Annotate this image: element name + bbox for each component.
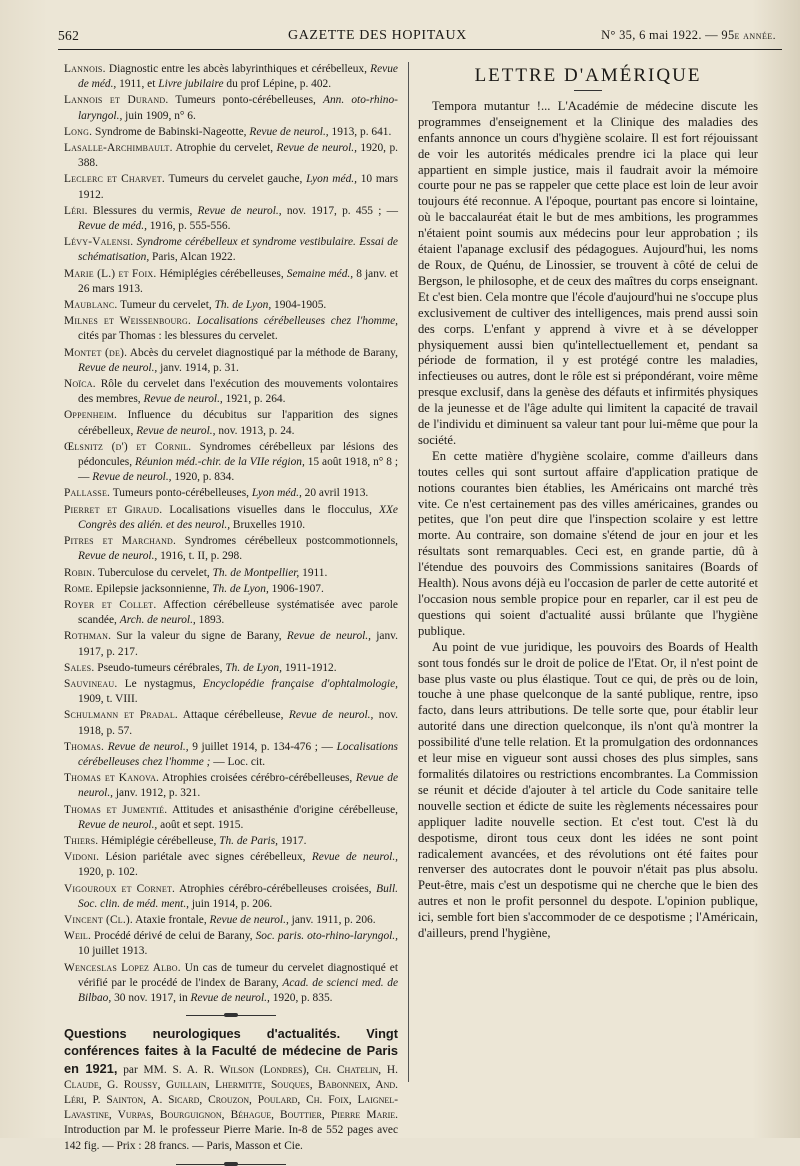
- reference-source: Réunion méd.-chir. de la VIIe région,: [135, 456, 308, 469]
- reference-source-2: Livre jubilaire: [158, 78, 224, 91]
- reference-title: Syndrome de Babinski-Nageotte,: [92, 125, 250, 138]
- reference-authors: Lévy-Valensi.: [64, 236, 134, 249]
- reference-item: [64, 566, 398, 581]
- reference-details: 1904-1905.: [274, 299, 327, 312]
- reference-source: Revue de neurol.,: [136, 424, 219, 437]
- reference-title: Lésion pariétale avec signes cérébelleux,: [99, 851, 312, 864]
- reference-title: Le nystagmus,: [117, 677, 203, 690]
- article-paragraph-2: En cette matière d'hygiène scolaire, comme d'ailleurs dans toutes celles qui sont surtout affaire d'application pratique de notions courantes bien établies, les Américains ont marché très vite. Ce n'est certainement pas des villes américaines, grandes ou petites, que l'on peut dire que l'inspection scolaire y est lettre morte. Au contraire, son domaine s'étend de jour en jour et les résultats sont remarquables. Ceci est, en grande partie, dû à l'étendue des pouvoirs des Commissions sanitaires (Boards of Health). Nous avons déjà eu l'occasion de parler de cette autorité et l'occasion nous semble propice pour en reparler, car il est peu de questions qui soient d'actualité aussi brûlante que l'hygiène publique.: [418, 448, 758, 638]
- reference-authors: Maublanc.: [64, 299, 118, 312]
- article-title: LETTRE D'AMÉRIQUE: [474, 65, 702, 86]
- reference-item: [64, 141, 398, 171]
- reference-item: [64, 803, 398, 833]
- reference-title: Hémiplégies cérébelleuses,: [156, 267, 287, 280]
- reference-item: [64, 440, 398, 486]
- reference-source: Th. de Lyon,: [214, 299, 275, 312]
- reference-details-2: 1920, p. 835.: [272, 991, 333, 1004]
- reference-source: Revue de neurol.,: [78, 772, 398, 800]
- reference-details: 30 nov. 1917, in: [114, 991, 191, 1004]
- reference-title: Epilepsie jacksonnienne,: [93, 582, 213, 595]
- reference-source: Revue de neurol.,: [143, 393, 226, 406]
- book-authors-intro: par MM.: [117, 1063, 173, 1076]
- page-header: [58, 28, 776, 50]
- reference-item: [64, 486, 398, 501]
- reference-title: Tuberculose du cervelet,: [95, 566, 213, 579]
- reference-source: Revue de neurol.,: [288, 709, 379, 722]
- reference-authors: Lasalle-Archimbault.: [64, 142, 173, 155]
- reference-source: Soc. paris. oto-rhino-laryngol.,: [255, 930, 399, 943]
- reference-details: 1920, p. 102.: [78, 866, 138, 879]
- reference-item: [64, 834, 398, 849]
- reference-details: août et sept. 1915.: [160, 818, 244, 831]
- reference-title: Hémiplégie cérébelleuse,: [98, 834, 220, 847]
- reference-details: 1920, p. 388.: [78, 142, 398, 170]
- reference-authors: Leclerc et Charvet.: [64, 173, 165, 186]
- reference-source: Lyon méd.,: [306, 173, 361, 186]
- reference-source: Th. de Paris,: [219, 834, 281, 847]
- reference-authors: Sauvineau.: [64, 677, 118, 690]
- reference-item: [64, 629, 398, 659]
- reference-authors: Wenceslas Lopez Albo.: [64, 961, 181, 974]
- reference-details: 1893.: [198, 614, 225, 627]
- reference-details: 1921, p. 264.: [225, 393, 286, 406]
- reference-source: XXe Congrès des alién. et des neurol.,: [78, 503, 398, 531]
- reference-title: Attaque cérébelleuse,: [177, 709, 289, 722]
- journal-title: GAZETTE DES HOPITAUX: [288, 28, 467, 43]
- reference-title: Atrophies croisées cérébro-cérébelleuses,: [159, 772, 356, 785]
- reference-title: Pseudo-tumeurs cérébrales,: [94, 661, 226, 674]
- reference-item: [64, 534, 398, 564]
- reference-source: Th. de Lyon,: [212, 582, 272, 595]
- reference-title: Atrophies cérébro-cérébelleuses croisées,: [175, 882, 377, 895]
- reference-title: Tumeurs ponto-cérébelleuses,: [168, 94, 324, 107]
- reference-title: Procédé dérivé de celui de Barany,: [91, 930, 256, 943]
- reference-authors: Lannois et Durand.: [64, 94, 169, 107]
- title-rule: [574, 90, 602, 91]
- reference-details: 1909, t. VIII.: [78, 693, 138, 706]
- reference-authors: Thomas et Kanova.: [64, 772, 160, 785]
- reference-details: 1911-1912.: [284, 661, 337, 674]
- reference-source: Acad. de scienci med. de Bilbao,: [78, 976, 399, 1004]
- reference-authors: Noïca.: [64, 378, 96, 391]
- article-paragraph-1: Tempora mutantur !... L'Académie de médecine discute les programmes d'enseignement et la Clinique des maladies des enfants annonce un cours d'hygiène scolaire. Il est fort réjouissant de voir les autorités médicales prendre ici la place qui leur appartient en simple justice, mais il faudrait avoir la mémoire courte pour ne pas se rappeler que cette place est loin de leur avoir toujours été reconnue. A l'époque, pourtant pas encore si lointaine, où le baccalauréat était le but de mes ambitions, les programmes n'étaient point soumis aux médecins pour leur approbation ; ils étaient l'apanage exclusif des pédagogues. Aujourd'hui, les noms de Roux, de Quénu, de Linossier, se trouvent à côté de celui de Bergson, le philosophe, et de ceux des maîtres du corps enseignant. Et c'est bien. Cela montre que l'école d'aujourd'hui ne s'occupe plus exclusivement de cultiver des intelligences, mais prend aussi soin des corps. L'enfant y apprend à vivre et à se développer physiquement aussi bien qu'intellectuellement et, pendant sa période de formation, il y est protégé contre les maladies, infectieuses ou autres, dont le rôle est si prépondérant, voire même presque exclusif, dans la genèse des défauts et infirmités physiques de la jeunesse et de l'âge adulte qui limitent la capacité de travail de l'individu et diminuent sa valeur tant pour lui-même que pour la société.: [418, 98, 758, 447]
- reference-title: Tumeurs du cervelet gauche,: [164, 173, 307, 186]
- header-rule: [58, 49, 782, 50]
- reference-item: [64, 298, 398, 313]
- reference-authors: Pitres et Marchand.: [64, 535, 177, 548]
- book-notice: [64, 1026, 398, 1154]
- reference-details-2: du prof Lépine, p. 402.: [223, 78, 332, 91]
- reference-source: Bull. Soc. clin. de méd. ment.,: [78, 882, 398, 910]
- reference-details: nov. 1917, p. 455 ; —: [286, 204, 398, 217]
- reference-details: 9 juillet 1914, p. 134-476 ; —: [192, 740, 337, 753]
- reference-authors: Sales.: [64, 661, 95, 674]
- reference-details: 8 janv. et 26 mars 1913.: [78, 267, 398, 295]
- reference-authors: Vincent (Cl.).: [64, 913, 133, 926]
- reference-details: janv. 1911, p. 206.: [291, 913, 376, 926]
- reference-item: [64, 882, 398, 912]
- end-separator: [176, 1164, 286, 1165]
- reference-title: Attitudes et anisasthénie d'origine cérébelleuse,: [167, 803, 398, 816]
- reference-details: 1917.: [280, 834, 307, 847]
- reference-source: Revue de neurol.,: [276, 142, 361, 155]
- reference-authors: Thomas et Jumentié.: [64, 803, 168, 816]
- reference-title: Influence du décubitus sur l'apparition des signes cérébelleux,: [78, 409, 398, 437]
- reference-details: janv. 1914, p. 31.: [160, 361, 239, 374]
- reference-authors: Pierret et Giraud.: [64, 503, 163, 516]
- book-details: Introduction par M. le professeur Pierre Marie. In-8 de 552 pages avec 142 fig. — Prix : 28 francs. — Paris, Masson et Cie.: [64, 1124, 398, 1152]
- reference-item: [64, 172, 398, 202]
- reference-source: Revue de neurol.,: [311, 851, 399, 864]
- article-column: [418, 65, 758, 942]
- reference-title: Un cas de tumeur du cervelet diagnostiqué et vérifié par le procédé de l'index de Barany,: [78, 961, 399, 989]
- reference-authors: Léri.: [64, 204, 88, 217]
- reference-source: Revue de méd.,: [78, 63, 398, 91]
- reference-item: [64, 661, 398, 676]
- reference-source: Ann. oto-rhino-laryngol.,: [78, 94, 398, 122]
- reference-item: [64, 961, 398, 1007]
- reference-authors: Weil.: [64, 930, 92, 943]
- issue-number: N° 35, 6 mai 1922. — 95: [601, 28, 735, 42]
- reference-title: Tumeurs ponto-cérébelleuses,: [110, 487, 252, 500]
- reference-authors: Montet (de).: [64, 346, 128, 359]
- reference-source-2: Revue de neurol.,: [190, 991, 273, 1004]
- reference-source: Revue de neurol.,: [78, 550, 161, 563]
- reference-source-2: Revue de neurol.,: [92, 471, 175, 484]
- section-separator: [186, 1015, 276, 1016]
- reference-details-2: 1920, p. 834.: [174, 471, 235, 484]
- reference-source: Arch. de neurol.,: [119, 614, 199, 627]
- reference-item: [64, 582, 398, 597]
- reference-details: 20 avril 1913.: [304, 487, 369, 500]
- reference-authors: Oppenheim.: [64, 409, 118, 422]
- reference-source: Syndrome cérébelleux et syndrome vestibulaire. Essai de schématisation,: [78, 236, 398, 264]
- reference-details: janv. 1912, p. 321.: [115, 787, 201, 800]
- reference-title: Tumeur du cervelet,: [117, 299, 215, 312]
- reference-details: 10 mars 1912.: [78, 173, 398, 201]
- reference-item: [64, 408, 398, 438]
- bibliography-column: [64, 62, 398, 1165]
- column-divider: [408, 62, 409, 1082]
- reference-item: [64, 93, 398, 123]
- reference-item: [64, 771, 398, 801]
- reference-item: [64, 267, 398, 297]
- reference-authors: Œlsnitz (d') et Cornil.: [64, 440, 192, 453]
- reference-item: [64, 708, 398, 738]
- reference-source-2: Localisations cérébelleuses chez l'homme ;: [78, 740, 398, 768]
- reference-item: [64, 850, 398, 880]
- reference-item: [64, 235, 398, 265]
- book-title: Questions neurologiques d'actualités. Vingt conférences faites à la Faculté de médecine de Paris en 1921,: [64, 1026, 398, 1076]
- reference-title: Syndromes cérébelleux par lésions des pédoncules,: [78, 440, 398, 469]
- article-paragraph-3: Au point de vue juridique, les pouvoirs des Boards of Health sont tous fondés sur le droit de police de l'Etat. Or, il n'est point de base plus vaste ou plus élastique. Tout ce qui, de près ou de loin, touche à une phase quelconque de la santé publique, rentre, ipso facto, dans leurs attributions. De telle sorte que, pour établir leur autorité dans une direction quelconque, ils n'ont qu'à montrer la possibilité d'une telle relation. Et la promulgation des ordonnances et leur mise en vigueur sont aussi choses des plus simples, sans formalités dilatoires ou restrictions encombrantes. La Commission se réunit et décide d'ajouter à tel article du Code sanitaire telle nouvelle section et édicte de suite les règlements nécessaires pour appliquer ladite nouvelle section. Et c'est tout. C'est là du despotisme, diront tous ceux dont les idées ne sont point radicalement avancées, et des révolutions ont été faites pour renverser des autocrates dont le pouvoir n'était pas plus absolu. Peut-être, mais c'est un despotisme qui ne cherche que le bien des autres et non le profit personnel du despote. L'opinion publique, ici, semble fort bien s'accommoder de ce despotisme ; l'Américain, d'ailleurs, prend l'hygiène,: [418, 639, 758, 941]
- reference-details-2: 1916, p. 555-556.: [149, 220, 231, 233]
- page-number: 562: [58, 28, 80, 43]
- reference-title: Localisations visuelles dans le flocculus,: [162, 503, 380, 516]
- reference-list: [64, 62, 398, 1006]
- reference-item: [64, 204, 398, 234]
- reference-title: Atrophie du cervelet,: [172, 142, 277, 155]
- reference-source: Revue de neurol.,: [249, 125, 332, 138]
- reference-source-2: Revue de méd.,: [78, 220, 150, 233]
- reference-item: [64, 677, 398, 707]
- reference-details: janv. 1917, p. 217.: [78, 630, 398, 658]
- reference-details: cités par Thomas : les blessures du cervelet.: [78, 330, 278, 343]
- reference-title: Affection cérébelleuse systématisée avec parole scandée,: [78, 598, 398, 627]
- reference-title: Sur la valeur du signe de Barany,: [111, 630, 287, 643]
- reference-title: Ataxie frontale,: [132, 913, 210, 926]
- reference-source: Revue de neurol.,: [209, 913, 292, 926]
- reference-authors: Milnes et Weissenbourg.: [64, 315, 192, 328]
- reference-source: Revue de neurol.,: [197, 204, 287, 217]
- reference-source: Localisations cérébelleuses chez l'homme,: [196, 315, 399, 328]
- reference-authors: Robin.: [64, 566, 96, 579]
- reference-item: [64, 377, 398, 407]
- reference-authors: Rome.: [64, 582, 94, 595]
- reference-details: nov. 1913, p. 24.: [218, 424, 295, 437]
- reference-item: [64, 346, 398, 376]
- reference-details: 1913, p. 641.: [331, 125, 392, 138]
- reference-details: 1911, et: [119, 78, 159, 91]
- reference-authors: Rothman.: [64, 630, 112, 643]
- reference-source: Lyon méd.,: [251, 487, 305, 500]
- reference-authors: Thomas.: [64, 740, 105, 753]
- reference-source: Th. de Lyon,: [225, 661, 285, 674]
- reference-details: 10 juillet 1913.: [78, 945, 148, 958]
- reference-source: Revue de neurol.,: [78, 818, 161, 831]
- reference-details: 1906-1907.: [271, 582, 324, 595]
- reference-authors: Royer et Collet.: [64, 598, 157, 611]
- reference-details: 1911.: [302, 566, 328, 579]
- reference-authors: Long.: [64, 125, 93, 138]
- reference-source: Encyclopédie française d'ophtalmologie,: [202, 677, 398, 690]
- reference-details: Bruxelles 1910.: [232, 518, 306, 531]
- reference-title: Syndromes cérébelleux postcommotionnels,: [176, 535, 398, 548]
- reference-title: Rôle du cervelet dans l'exécution des mouvements volontaires des membres,: [78, 378, 398, 406]
- issue-suffix: e année.: [734, 30, 776, 42]
- reference-item: [64, 314, 398, 344]
- reference-source: Revue de neurol.,: [78, 361, 161, 374]
- reference-item: [64, 503, 398, 533]
- reference-title: Abcès du cervelet diagnostiqué par la méthode de Barany,: [127, 346, 398, 359]
- reference-details-2: — Loc. cit.: [213, 755, 266, 768]
- reference-item: [64, 740, 398, 770]
- reference-source: Revue de neurol.,: [107, 740, 193, 753]
- reference-source: Th. de Montpellier,: [212, 566, 303, 579]
- reference-authors: Pallasse.: [64, 487, 111, 500]
- reference-details: juin 1914, p. 206.: [191, 897, 273, 910]
- reference-item: [64, 929, 398, 959]
- reference-authors: Lannois.: [64, 63, 106, 75]
- reference-item: [64, 913, 398, 928]
- reference-item: [64, 62, 398, 92]
- issue-info: [601, 28, 776, 43]
- reference-details: nov. 1918, p. 57.: [78, 709, 398, 737]
- reference-source: Revue de neurol.,: [286, 630, 377, 643]
- book-authors: S. A. R. Wilson (Londres), Ch. Chatelin, H. Claude, G. Roussy, Guillain, Lhermitte, Souques, Babonneix, And. Léri, P. Sainton, A. Sicard, Crouzon, Poulard, Ch. Foix, Laignel-Lavastine, Vurpas, Bourguignon, Béhague, Bouttier, Pierre Marie.: [64, 1063, 398, 1122]
- reference-details: juin 1909, n° 6.: [125, 109, 196, 122]
- reference-authors: Vidoni.: [64, 851, 100, 864]
- reference-authors: Marie (L.) et Foix.: [64, 267, 157, 280]
- reference-item: [64, 598, 398, 628]
- reference-item: [64, 125, 398, 140]
- reference-title: Blessures du vermis,: [87, 204, 198, 217]
- reference-source: Semaine méd.,: [286, 267, 357, 280]
- reference-authors: Vigouroux et Cornet.: [64, 882, 176, 895]
- reference-details: 15 août 1918, n° 8 ; —: [78, 456, 398, 484]
- reference-details: 1916, t. II, p. 298.: [160, 550, 243, 563]
- reference-authors: Schulmann et Pradal.: [64, 709, 178, 722]
- reference-authors: Thiers.: [64, 834, 99, 847]
- reference-title: Diagnostic entre les abcès labyrinthiques et cérébelleux,: [105, 63, 371, 75]
- reference-details: Paris, Alcan 1922.: [152, 251, 236, 264]
